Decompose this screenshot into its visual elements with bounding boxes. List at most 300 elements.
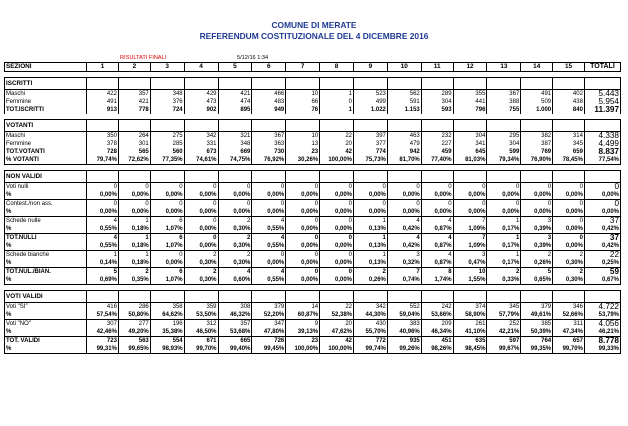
value-cell: 0,39%: [521, 225, 553, 234]
value-cell: 0: [387, 183, 421, 192]
value-cell: 483: [252, 98, 286, 106]
title-referendum: REFERENDUM COSTITUZIONALE DEL 4 DICEMBRE 2016: [199, 31, 429, 41]
value-cell: 4: [252, 234, 286, 243]
value-cell: 0: [118, 200, 150, 209]
section-title: ISCRITTI: [5, 78, 87, 90]
empty-cell: [118, 120, 150, 132]
empty-cell: [421, 171, 453, 183]
table-row: [5, 90, 621, 99]
value-cell: 0,00%: [453, 191, 487, 200]
value-cell: 0,00%: [553, 208, 585, 217]
value-cell: 473: [184, 98, 218, 106]
value-cell: 0: [320, 98, 354, 106]
value-cell: 99,26%: [387, 345, 421, 354]
section-title-row: [5, 120, 621, 132]
value-cell: 0,00%: [184, 225, 218, 234]
value-cell: 562: [387, 90, 421, 99]
value-cell: 311: [553, 320, 585, 329]
value-cell: 0: [218, 200, 252, 209]
row-label: %: [5, 225, 87, 234]
value-cell: 99,74%: [354, 345, 388, 354]
value-cell: 99,45%: [252, 345, 286, 354]
value-cell: 491: [87, 98, 119, 106]
value-cell: 0: [286, 217, 320, 226]
value-cell: 377: [354, 140, 388, 148]
value-cell: 1: [320, 90, 354, 99]
value-cell: 13: [286, 140, 320, 148]
value-cell: 0: [354, 183, 388, 192]
empty-cell: [521, 78, 553, 90]
value-cell: 0,55%: [87, 242, 119, 251]
value-cell: 46,50%: [184, 328, 218, 337]
value-cell: 499: [354, 98, 388, 106]
empty-cell: [521, 291, 553, 303]
empty-cell: [354, 171, 388, 183]
value-cell: 0,17%: [487, 225, 521, 234]
value-cell: 0,55%: [252, 276, 286, 285]
value-cell: 0,87%: [421, 225, 453, 234]
column-header: 15: [553, 63, 585, 72]
table-row: [5, 106, 621, 114]
value-cell: 4: [387, 217, 421, 226]
value-cell: 0,00%: [286, 242, 320, 251]
value-cell: 0: [286, 268, 320, 277]
value-cell: 66: [286, 98, 320, 106]
empty-cell: [387, 291, 421, 303]
value-cell: 416: [87, 303, 119, 312]
value-cell: 348: [150, 90, 184, 99]
table-row: [5, 259, 621, 268]
empty-cell: [320, 291, 354, 303]
value-cell: 0,00%: [320, 191, 354, 200]
value-cell: 46,34%: [421, 328, 453, 337]
empty-cell: [584, 78, 620, 90]
value-cell: 0,18%: [118, 242, 150, 251]
row-label: %: [5, 242, 87, 251]
column-header: 7: [286, 63, 320, 72]
value-cell: 0,00%: [286, 225, 320, 234]
table-row: [5, 337, 621, 346]
empty-cell: [487, 78, 521, 90]
value-cell: 0: [553, 200, 585, 209]
value-cell: 350: [87, 132, 119, 141]
value-cell: 0,13%: [354, 242, 388, 251]
value-cell: 0: [252, 183, 286, 192]
value-cell: 591: [387, 98, 421, 106]
value-cell: 42: [320, 337, 354, 346]
total-cell: 53,79%: [584, 311, 620, 320]
empty-cell: [521, 171, 553, 183]
value-cell: 52,66%: [553, 311, 585, 320]
value-cell: 286: [118, 303, 150, 312]
value-cell: 0,00%: [387, 191, 421, 200]
section-title-row: [5, 171, 621, 183]
table-row: [5, 311, 621, 320]
value-cell: 0,18%: [118, 225, 150, 234]
empty-cell: [553, 78, 585, 90]
value-cell: 39,13%: [286, 328, 320, 337]
row-label: Maschi: [5, 132, 87, 141]
total-header: TOTALI: [584, 63, 620, 72]
value-cell: 764: [521, 337, 553, 346]
empty-cell: [150, 78, 184, 90]
value-cell: 0: [453, 200, 487, 209]
table-row: [5, 225, 621, 234]
value-cell: 1: [118, 217, 150, 226]
value-cell: 0,30%: [218, 259, 252, 268]
row-label: Voti nulli: [5, 183, 87, 192]
value-cell: 0,55%: [252, 225, 286, 234]
row-label: Femmine: [5, 98, 87, 106]
column-header: 5: [218, 63, 252, 72]
table-row: [5, 156, 621, 165]
value-cell: 2: [553, 251, 585, 260]
value-cell: 0,00%: [521, 191, 553, 200]
empty-cell: [584, 291, 620, 303]
row-label: Maschi: [5, 90, 87, 99]
value-cell: 0,87%: [421, 242, 453, 251]
value-cell: 635: [453, 337, 487, 346]
empty-cell: [584, 171, 620, 183]
value-cell: 0,00%: [218, 191, 252, 200]
value-cell: 0: [184, 234, 218, 243]
empty-cell: [354, 78, 388, 90]
value-cell: 209: [421, 320, 453, 329]
empty-cell: [184, 78, 218, 90]
row-label: %: [5, 276, 87, 285]
value-cell: 357: [118, 90, 150, 99]
value-cell: 0: [320, 200, 354, 209]
column-header: 2: [118, 63, 150, 72]
empty-cell: [184, 120, 218, 132]
value-cell: 357: [218, 320, 252, 329]
value-cell: 99,67%: [487, 345, 521, 354]
value-cell: 0,00%: [218, 208, 252, 217]
value-cell: 0,00%: [487, 208, 521, 217]
value-cell: 942: [387, 148, 421, 156]
value-cell: 8: [421, 268, 453, 277]
empty-cell: [218, 78, 252, 90]
value-cell: 451: [421, 337, 453, 346]
row-label: %: [5, 259, 87, 268]
value-cell: 4: [252, 217, 286, 226]
value-cell: 2: [487, 268, 521, 277]
value-cell: 0,00%: [320, 259, 354, 268]
value-cell: 58,90%: [453, 311, 487, 320]
value-cell: 5: [521, 268, 553, 277]
value-cell: 0: [150, 200, 184, 209]
value-cell: 30,26%: [286, 156, 320, 165]
value-cell: 441: [453, 98, 487, 106]
empty-cell: [118, 291, 150, 303]
value-cell: 60,87%: [286, 311, 320, 320]
value-cell: 0,42%: [387, 242, 421, 251]
value-cell: 438: [553, 98, 585, 106]
empty-cell: [453, 120, 487, 132]
value-cell: 523: [354, 90, 388, 99]
value-cell: 466: [252, 90, 286, 99]
table-row: [5, 251, 621, 260]
empty-cell: [320, 78, 354, 90]
empty-cell: [453, 291, 487, 303]
table-row: [5, 217, 621, 226]
empty-cell: [453, 171, 487, 183]
value-cell: 75,73%: [354, 156, 388, 165]
row-label: %: [5, 191, 87, 200]
total-cell: 37: [584, 234, 620, 243]
value-cell: 0,30%: [218, 225, 252, 234]
value-cell: 0,00%: [320, 208, 354, 217]
value-cell: 77,40%: [421, 156, 453, 165]
value-cell: 778: [118, 106, 150, 114]
value-cell: 79,34%: [487, 156, 521, 165]
value-cell: 77,35%: [150, 156, 184, 165]
total-cell: 4.499: [584, 140, 620, 148]
value-cell: 1: [118, 234, 150, 243]
value-cell: 3: [453, 251, 487, 260]
value-cell: 2: [218, 251, 252, 260]
table-row: [5, 303, 621, 312]
value-cell: 314: [553, 132, 585, 141]
value-cell: 0: [421, 183, 453, 192]
value-cell: 9: [286, 320, 320, 329]
value-cell: 0,00%: [150, 191, 184, 200]
timestamp: 5/12/16 1:34: [237, 55, 269, 61]
total-cell: 59: [584, 268, 620, 277]
value-cell: 4: [87, 234, 119, 243]
value-cell: 902: [184, 106, 218, 114]
row-label: Femmine: [5, 140, 87, 148]
value-cell: 346: [553, 303, 585, 312]
value-cell: 50,39%: [521, 328, 553, 337]
total-cell: 99,33%: [584, 345, 620, 354]
total-cell: 0: [584, 200, 620, 209]
empty-cell: [87, 171, 119, 183]
value-cell: 397: [354, 132, 388, 141]
value-cell: 52,38%: [320, 311, 354, 320]
row-label: TOT.VOTANTI: [5, 148, 87, 156]
value-cell: 0: [320, 183, 354, 192]
value-cell: 0,26%: [521, 259, 553, 268]
total-cell: 0,25%: [584, 259, 620, 268]
value-cell: 2: [184, 268, 218, 277]
column-header: 3: [150, 63, 184, 72]
empty-cell: [87, 291, 119, 303]
value-cell: 0,13%: [354, 259, 388, 268]
value-cell: 331: [184, 140, 218, 148]
value-cell: 0: [150, 251, 184, 260]
value-cell: 0: [354, 200, 388, 209]
value-cell: 5: [87, 268, 119, 277]
empty-cell: [387, 120, 421, 132]
value-cell: 81,70%: [387, 156, 421, 165]
table-row: [5, 132, 621, 141]
value-cell: 50,80%: [118, 311, 150, 320]
section-title: VOTANTI: [5, 120, 87, 132]
value-cell: 382: [521, 132, 553, 141]
value-cell: 4: [421, 251, 453, 260]
value-cell: 47,34%: [553, 328, 585, 337]
table-row: [5, 183, 621, 192]
value-cell: 0,00%: [118, 208, 150, 217]
value-cell: 0,32%: [387, 259, 421, 268]
row-label: %: [5, 345, 87, 354]
value-cell: 79,74%: [87, 156, 119, 165]
empty-cell: [521, 120, 553, 132]
empty-cell: [553, 120, 585, 132]
value-cell: 3: [387, 251, 421, 260]
empty-cell: [252, 171, 286, 183]
value-cell: 6: [150, 234, 184, 243]
value-cell: 342: [354, 303, 388, 312]
value-cell: 0: [553, 234, 585, 243]
value-cell: 4: [421, 217, 453, 226]
value-cell: 98,45%: [453, 345, 487, 354]
value-cell: 2: [354, 268, 388, 277]
empty-cell: [354, 291, 388, 303]
value-cell: 430: [354, 320, 388, 329]
value-cell: 0,00%: [286, 191, 320, 200]
empty-cell: [553, 171, 585, 183]
column-header: 14: [521, 63, 553, 72]
value-cell: 895: [218, 106, 252, 114]
value-cell: 474: [218, 98, 252, 106]
total-cell: 22: [584, 251, 620, 260]
empty-cell: [286, 78, 320, 90]
value-cell: 0,30%: [184, 259, 218, 268]
value-cell: 345: [487, 303, 521, 312]
value-cell: 657: [553, 337, 585, 346]
empty-cell: [487, 120, 521, 132]
title-municipality: COMUNE DI MERATE: [271, 20, 357, 30]
value-cell: 53,66%: [421, 311, 453, 320]
value-cell: 645: [453, 148, 487, 156]
row-label: Voti "SI": [5, 303, 87, 312]
value-cell: 0,00%: [521, 208, 553, 217]
value-cell: 0,00%: [252, 191, 286, 200]
column-header: 13: [487, 63, 521, 72]
value-cell: 1: [354, 234, 388, 243]
value-cell: 14: [286, 303, 320, 312]
value-cell: 261: [453, 320, 487, 329]
value-cell: 379: [252, 303, 286, 312]
value-cell: 2: [184, 251, 218, 260]
value-cell: 295: [487, 132, 521, 141]
empty-cell: [150, 120, 184, 132]
value-cell: 20: [320, 140, 354, 148]
column-header: 1: [87, 63, 119, 72]
value-cell: 76,90%: [521, 156, 553, 165]
empty-cell: [487, 291, 521, 303]
value-cell: 0,00%: [553, 191, 585, 200]
value-cell: 232: [421, 132, 453, 141]
value-cell: 2: [218, 217, 252, 226]
empty-cell: [218, 120, 252, 132]
value-cell: 0,00%: [553, 225, 585, 234]
value-cell: 796: [453, 106, 487, 114]
empty-cell: [184, 291, 218, 303]
value-cell: 98,26%: [421, 345, 453, 354]
value-cell: 1,74%: [421, 276, 453, 285]
value-cell: 277: [118, 320, 150, 329]
value-cell: 0: [286, 183, 320, 192]
empty-cell: [453, 78, 487, 90]
value-cell: 1: [354, 251, 388, 260]
value-cell: 0,00%: [553, 242, 585, 251]
value-cell: 0,00%: [286, 276, 320, 285]
value-cell: 1.022: [354, 106, 388, 114]
value-cell: 7: [387, 268, 421, 277]
row-label: TOT.NUL./BIAN.: [5, 268, 87, 277]
value-cell: 0,00%: [184, 208, 218, 217]
value-cell: 0,00%: [387, 208, 421, 217]
value-cell: 1,07%: [150, 276, 184, 285]
value-cell: 4: [421, 234, 453, 243]
value-cell: 491: [521, 90, 553, 99]
table-row: [5, 148, 621, 156]
empty-cell: [150, 291, 184, 303]
value-cell: 22: [320, 303, 354, 312]
value-cell: 0,18%: [118, 259, 150, 268]
value-cell: 0,00%: [286, 208, 320, 217]
value-cell: 4: [87, 217, 119, 226]
value-cell: 64,62%: [150, 311, 184, 320]
value-cell: 402: [553, 90, 585, 99]
value-cell: 78,45%: [553, 156, 585, 165]
value-cell: 0,26%: [354, 276, 388, 285]
value-cell: 0,17%: [487, 242, 521, 251]
results-label: RISULTATI FINALI: [120, 55, 167, 61]
value-cell: 0: [286, 234, 320, 243]
row-label: Contest./non ass.: [5, 200, 87, 209]
total-cell: 11.397: [584, 106, 620, 114]
value-cell: 0,35%: [118, 276, 150, 285]
value-cell: 99,65%: [118, 345, 150, 354]
row-label: %: [5, 311, 87, 320]
value-cell: 100,00%: [320, 156, 354, 165]
value-cell: 0,00%: [87, 208, 119, 217]
header-label: SEZIONI: [5, 63, 87, 72]
value-cell: 0,33%: [487, 276, 521, 285]
value-cell: 0: [421, 200, 453, 209]
value-cell: 0,47%: [453, 259, 487, 268]
value-cell: 52,20%: [252, 311, 286, 320]
value-cell: 772: [354, 337, 388, 346]
value-cell: 421: [118, 98, 150, 106]
table-row: [5, 191, 621, 200]
value-cell: 57,54%: [87, 311, 119, 320]
value-cell: 6: [150, 217, 184, 226]
value-cell: 0,65%: [521, 276, 553, 285]
value-cell: 0,55%: [252, 242, 286, 251]
value-cell: 42,46%: [87, 328, 119, 337]
value-cell: 0,00%: [421, 208, 453, 217]
total-cell: 0,42%: [584, 225, 620, 234]
value-cell: 385: [521, 320, 553, 329]
empty-cell: [252, 78, 286, 90]
value-cell: 659: [553, 148, 585, 156]
value-cell: 0: [320, 217, 354, 226]
total-cell: 4.056: [584, 320, 620, 329]
row-label: % VOTANTI: [5, 156, 87, 165]
value-cell: 1: [487, 217, 521, 226]
total-cell: 0: [584, 183, 620, 192]
value-cell: 74,75%: [218, 156, 252, 165]
value-cell: 1,55%: [453, 276, 487, 285]
value-cell: 0,00%: [252, 208, 286, 217]
value-cell: 479: [387, 140, 421, 148]
value-cell: 2: [553, 268, 585, 277]
